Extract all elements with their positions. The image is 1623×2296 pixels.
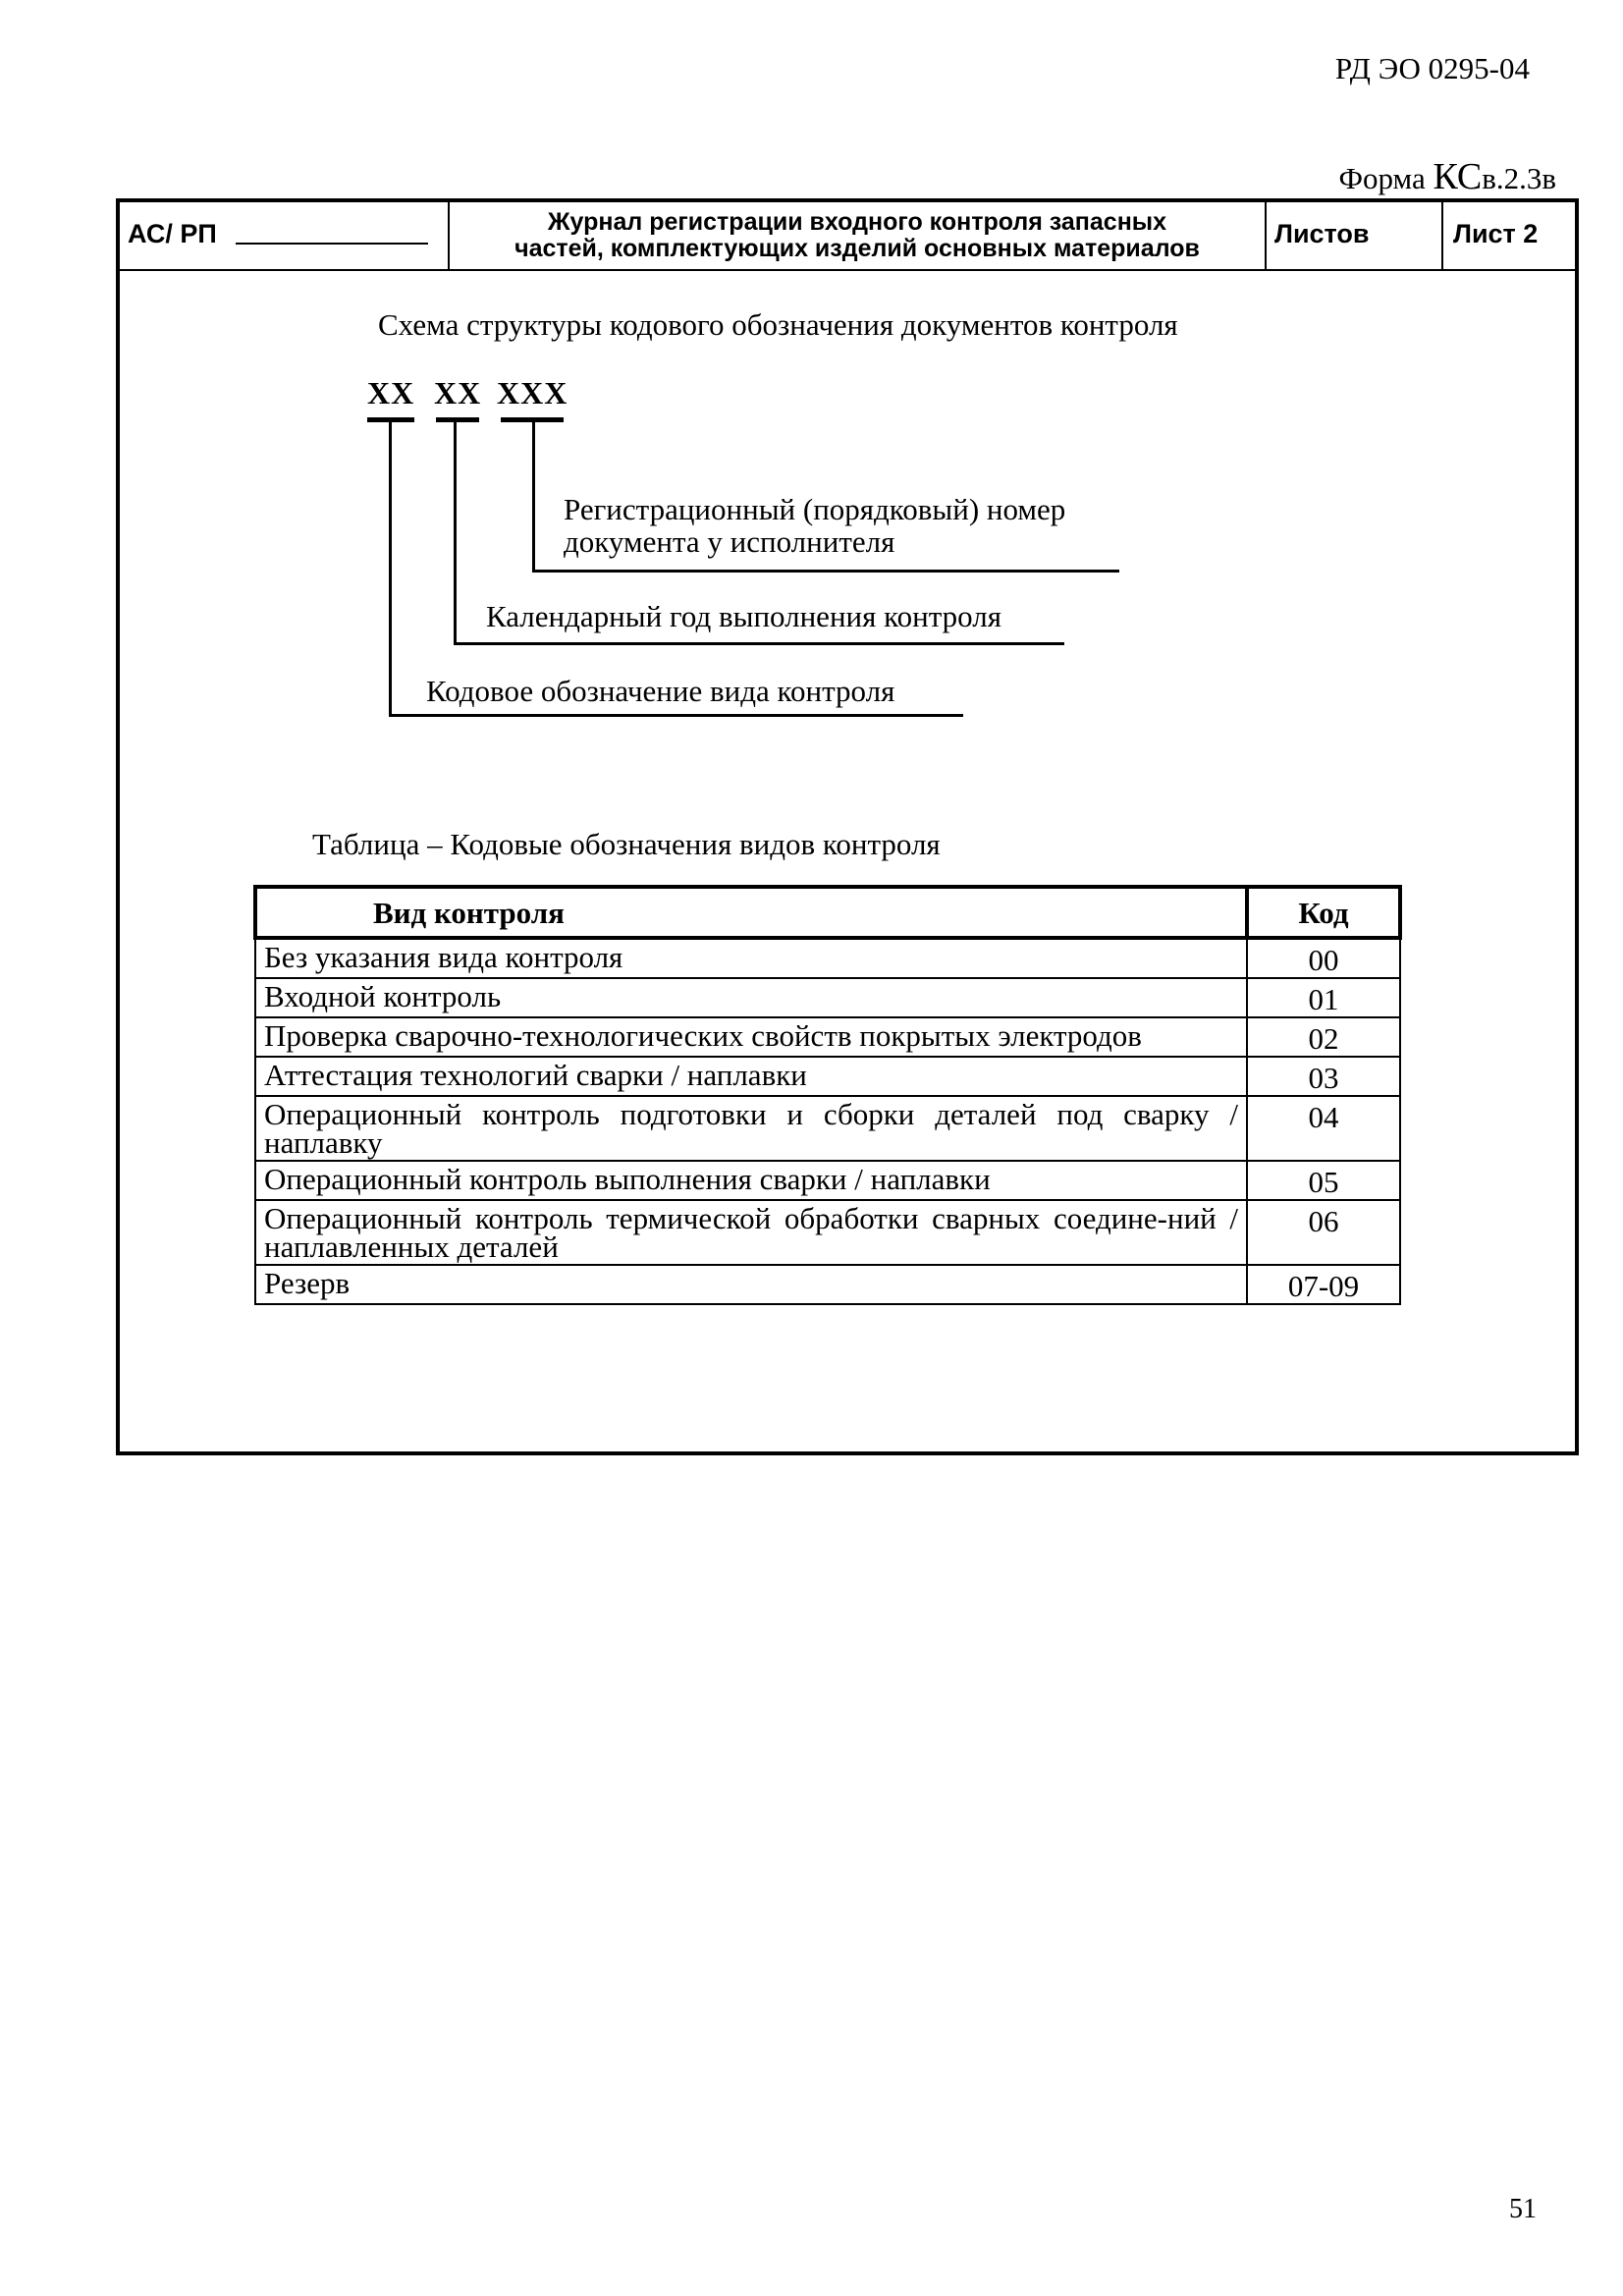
- form-code: [1339, 155, 1556, 198]
- control-code-cell: 01: [1247, 978, 1400, 1017]
- leader-number-vertical: [532, 422, 535, 572]
- control-code-cell: 06: [1247, 1200, 1400, 1265]
- leader-number-horizontal: [532, 570, 1119, 573]
- document-code: РД ЭО 0295-04: [1334, 51, 1530, 85]
- as-rp-label: АС/ РП: [128, 219, 217, 248]
- as-rp-blank-line: [236, 243, 428, 245]
- control-codes-table: [253, 885, 1402, 1305]
- table-caption: Таблица – Кодовые обозначения видов контроля: [312, 827, 941, 861]
- control-kind-cell: Входной контроль: [255, 978, 1247, 1017]
- table-row: [255, 938, 1400, 978]
- control-kind-cell: Операционный контроль термической обработки сварных соедине-ний / наплавленных деталей: [255, 1200, 1247, 1265]
- table-row: [255, 1096, 1400, 1161]
- sheets-label: Листов: [1274, 219, 1370, 248]
- control-kind-cell: Операционный контроль выполнения сварки / наплавки: [255, 1161, 1247, 1200]
- table-header-row: [255, 887, 1400, 938]
- form-code-suffix: в.2.3в: [1482, 161, 1556, 195]
- label-registration-line1: Регистрационный (порядковый) номер: [564, 492, 1066, 526]
- code-underline-year: [436, 417, 479, 422]
- control-code-cell: 03: [1247, 1057, 1400, 1096]
- control-code-cell: 02: [1247, 1017, 1400, 1057]
- sheet-number-cell: [1443, 202, 1579, 269]
- control-code-cell: 00: [1247, 938, 1400, 978]
- scheme-title: Схема структуры кодового обозначения документов контроля: [378, 307, 1178, 342]
- code-part-kind: XX: [367, 375, 415, 410]
- column-header-code: Код: [1247, 887, 1400, 938]
- control-kind-cell: Без указания вида контроля: [255, 938, 1247, 978]
- table-row: [255, 1057, 1400, 1096]
- code-part-year: XX: [434, 375, 482, 410]
- control-kind-cell: Проверка сварочно-технологических свойств покрытых электродов: [255, 1017, 1247, 1057]
- label-calendar-year: Календарный год выполнения контроля: [486, 599, 1001, 633]
- control-kind-cell: Аттестация технологий сварки / наплавки: [255, 1057, 1247, 1096]
- control-kind-cell: Операционный контроль подготовки и сборки деталей под сварку / наплавку: [255, 1096, 1247, 1161]
- table-row: [255, 1017, 1400, 1057]
- leader-kind-horizontal: [389, 714, 963, 717]
- journal-title-line1: Журнал регистрации входного контроля запасных: [547, 208, 1167, 236]
- page-number: 51: [1509, 2194, 1537, 2224]
- table-row: [255, 1161, 1400, 1200]
- control-code-cell: 04: [1247, 1096, 1400, 1161]
- form-prefix: Форма: [1338, 161, 1434, 195]
- leader-year-horizontal: [454, 642, 1064, 645]
- leader-kind-vertical: [389, 422, 392, 716]
- table-body: [255, 938, 1400, 1304]
- journal-title-cell: [450, 202, 1267, 269]
- label-control-kind: Кодовое обозначение вида контроля: [426, 674, 895, 708]
- table-row: [255, 978, 1400, 1017]
- label-registration-number: [564, 493, 1065, 558]
- form-code-main: КС: [1433, 156, 1483, 197]
- code-part-number: XXX: [497, 375, 568, 410]
- leader-year-vertical: [454, 422, 457, 644]
- as-rp-cell: [120, 202, 450, 269]
- table-row: [255, 1265, 1400, 1304]
- control-code-cell: 07-09: [1247, 1265, 1400, 1304]
- control-code-cell: 05: [1247, 1161, 1400, 1200]
- table-row: [255, 1200, 1400, 1265]
- label-registration-line2: документа у исполнителя: [564, 524, 895, 559]
- sheet-label: Лист 2: [1453, 219, 1539, 248]
- form-header: [120, 202, 1575, 271]
- column-header-kind: Вид контроля: [255, 887, 1247, 938]
- control-kind-cell: Резерв: [255, 1265, 1247, 1304]
- sheets-count-cell: [1267, 202, 1443, 269]
- journal-title-line2: частей, комплектующих изделий основных материалов: [514, 235, 1200, 262]
